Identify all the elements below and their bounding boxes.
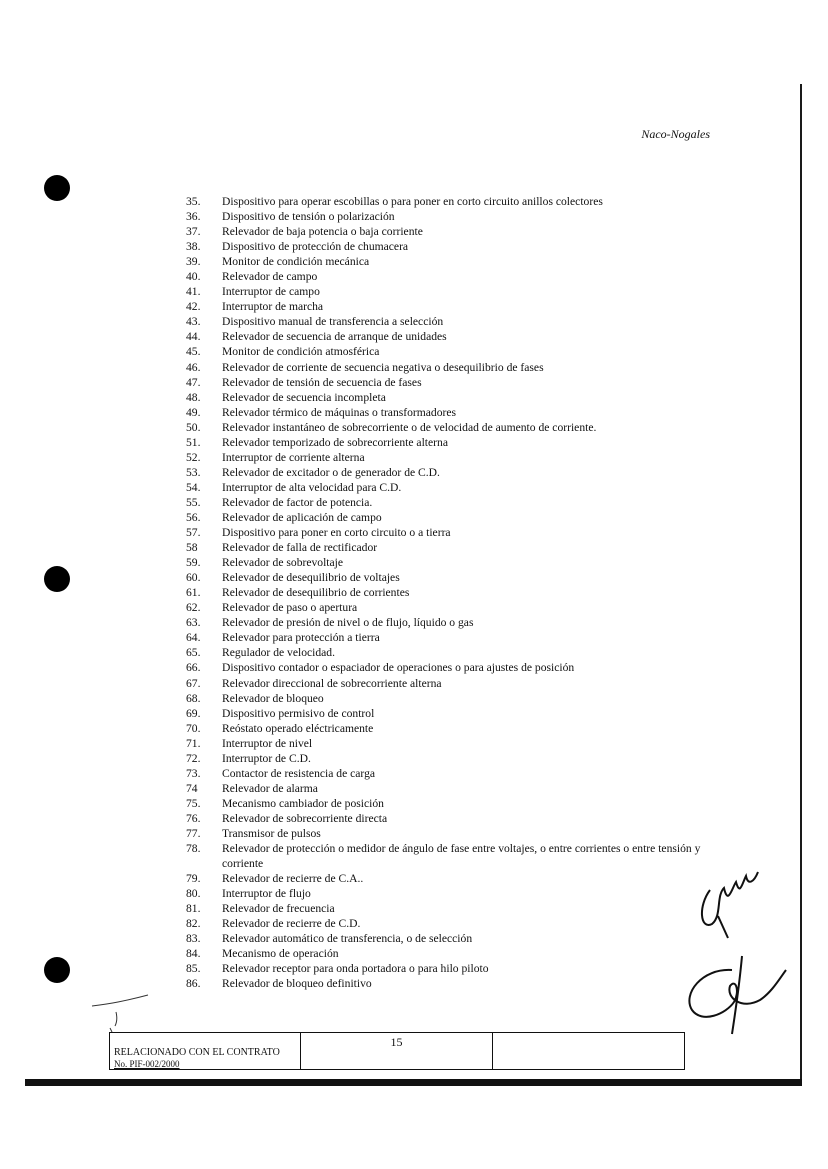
item-number: 69. — [186, 706, 201, 720]
item-text: Dispositivo permisivo de control — [222, 706, 375, 720]
item-number: 78. — [186, 842, 201, 856]
item-text: Monitor de condición atmosférica — [222, 345, 380, 359]
list-item — [186, 615, 726, 630]
page-number-cell — [301, 1033, 493, 1069]
item-number: 83. — [186, 932, 201, 946]
list-item — [186, 525, 726, 540]
item-text: Relevador de sobrevoltaje — [222, 556, 344, 570]
item-number: 51. — [186, 435, 201, 449]
item-text: Relevador de frecuencia — [222, 902, 335, 916]
list-item — [186, 314, 726, 329]
item-number: 60. — [186, 571, 201, 585]
item-number: 75. — [186, 796, 201, 810]
item-number: 48. — [186, 390, 201, 404]
list-item — [186, 390, 726, 405]
item-number: 52. — [186, 450, 201, 464]
item-text: Relevador de desequilibrio de corrientes — [222, 586, 410, 600]
item-text: Relevador de tensión de secuencia de fases — [222, 375, 422, 389]
item-text: Relevador de alarma — [222, 781, 318, 795]
item-text: Relevador de factor de potencia. — [222, 495, 373, 509]
list-item — [186, 329, 726, 344]
item-text: Relevador de baja potencia o baja corriente — [222, 225, 423, 239]
item-number: 55. — [186, 495, 201, 509]
item-number: 68. — [186, 691, 201, 705]
item-number: 84. — [186, 947, 201, 961]
item-text: Monitor de condición mecánica — [222, 255, 370, 269]
item-text: Dispositivo de tensión o polarización — [222, 210, 395, 224]
list-item — [186, 510, 726, 525]
list-item — [186, 630, 726, 645]
item-number: 40. — [186, 270, 201, 284]
list-item — [186, 916, 726, 931]
item-text: Mecanismo de operación — [222, 947, 339, 961]
item-number: 49. — [186, 405, 201, 419]
item-number: 86. — [186, 977, 201, 991]
item-text: Relevador de falla de rectificador — [222, 541, 378, 555]
item-number: 43. — [186, 315, 201, 329]
item-number: 64. — [186, 631, 201, 645]
item-number: 85. — [186, 962, 201, 976]
item-number: 59. — [186, 556, 201, 570]
list-item — [186, 420, 726, 435]
list-item — [186, 570, 726, 585]
item-number: 73. — [186, 766, 201, 780]
list-item — [186, 961, 726, 976]
list-item — [186, 736, 726, 751]
list-item — [186, 976, 726, 991]
punch-hole — [44, 175, 70, 201]
item-text: Dispositivo contador o espaciador de operaciones o para ajustes de posición — [222, 661, 575, 675]
item-text: Relevador de paso o apertura — [222, 601, 358, 615]
bottom-bar — [25, 1079, 802, 1086]
item-number: 81. — [186, 902, 201, 916]
item-number: 67. — [186, 676, 201, 690]
list-item — [186, 224, 726, 239]
item-text: Relevador receptor para onda portadora o para hilo piloto — [222, 962, 489, 976]
list-item — [186, 826, 726, 841]
item-number: 38. — [186, 240, 201, 254]
header-project-name: Naco-Nogales — [641, 127, 710, 141]
item-number: 37. — [186, 225, 201, 239]
list-item — [186, 931, 726, 946]
item-number: 76. — [186, 811, 201, 825]
item-number: 70. — [186, 721, 201, 735]
item-number: 46. — [186, 360, 201, 374]
item-text: Regulador de velocidad. — [222, 646, 335, 660]
item-text: Interruptor de flujo — [222, 887, 311, 901]
item-number: 58 — [186, 541, 198, 555]
item-text: Relevador de secuencia de arranque de unidades — [222, 330, 447, 344]
item-text: Interruptor de marcha — [222, 300, 324, 314]
item-number: 41. — [186, 285, 201, 299]
item-number: 71. — [186, 736, 201, 750]
item-text: Dispositivo para poner en corto circuito o a tierra — [222, 526, 451, 540]
item-text: Reóstato operado eléctricamente — [222, 721, 374, 735]
item-number: 62. — [186, 601, 201, 615]
list-item — [186, 901, 726, 916]
item-number: 36. — [186, 210, 201, 224]
list-item — [186, 676, 726, 691]
list-item — [186, 284, 726, 299]
item-text: Relevador de sobrecorriente directa — [222, 811, 388, 825]
item-number: 42. — [186, 300, 201, 314]
item-text: Relevador de excitador o de generador de C.D. — [222, 465, 440, 479]
punch-hole — [44, 957, 70, 983]
item-text: Dispositivo para operar escobillas o para poner en corto circuito anillos colectores — [222, 195, 603, 208]
item-text: Relevador de recierre de C.A.. — [222, 872, 364, 886]
item-number: 45. — [186, 345, 201, 359]
list-item — [186, 871, 726, 886]
list-item — [186, 691, 726, 706]
item-text: Relevador direccional de sobrecorriente alterna — [222, 676, 442, 690]
list-item — [186, 555, 726, 570]
item-number: 61. — [186, 586, 201, 600]
page-number: 15 — [390, 1035, 403, 1049]
item-text: Dispositivo manual de transferencia a selección — [222, 315, 444, 329]
list-item — [186, 766, 726, 781]
list-item — [186, 946, 726, 961]
item-number: 82. — [186, 917, 201, 931]
list-item — [186, 450, 726, 465]
list-item — [186, 239, 726, 254]
item-number: 79. — [186, 872, 201, 886]
item-text: Dispositivo de protección de chumacera — [222, 240, 409, 254]
item-text: Relevador temporizado de sobrecorriente alterna — [222, 435, 448, 449]
item-number: 74 — [186, 781, 198, 795]
item-number: 35. — [186, 195, 201, 208]
item-number: 50. — [186, 420, 201, 434]
item-number: 66. — [186, 661, 201, 675]
item-text: Interruptor de alta velocidad para C.D. — [222, 480, 402, 494]
item-text: Relevador de protección o medidor de ángulo de fase entre voltajes, o entre corrientes o entre tensión y corriente — [222, 842, 701, 871]
list-item — [186, 254, 726, 269]
item-text: Relevador de corriente de secuencia negativa o desequilibrio de fases — [222, 360, 544, 374]
item-number: 47. — [186, 375, 201, 389]
item-number: 63. — [186, 616, 201, 630]
list-item — [186, 299, 726, 314]
list-item — [186, 209, 726, 224]
item-text: Interruptor de C.D. — [222, 751, 311, 765]
list-item — [186, 269, 726, 284]
signature-initials — [688, 866, 778, 946]
item-number: 65. — [186, 646, 201, 660]
item-text: Interruptor de nivel — [222, 736, 313, 750]
list-item — [186, 585, 726, 600]
list-item — [186, 660, 726, 675]
contract-number: No. PIF-002/2000 — [114, 1059, 180, 1069]
item-number: 56. — [186, 510, 201, 524]
list-item — [186, 751, 726, 766]
item-text: Interruptor de corriente alterna — [222, 450, 365, 464]
right-margin-rule — [800, 84, 802, 1079]
item-number: 39. — [186, 255, 201, 269]
list-item — [186, 721, 726, 736]
list-item — [186, 781, 726, 796]
item-text: Relevador para protección a tierra — [222, 631, 380, 645]
list-item — [186, 360, 726, 375]
item-text: Relevador automático de transferencia, o de selección — [222, 932, 473, 946]
item-number: 57. — [186, 526, 201, 540]
item-text: Relevador de bloqueo — [222, 691, 324, 705]
list-item — [186, 811, 726, 826]
signature — [682, 948, 792, 1043]
list-item — [186, 465, 726, 480]
item-text: Transmisor de pulsos — [222, 826, 321, 840]
list-item — [186, 480, 726, 495]
item-text: Interruptor de campo — [222, 285, 320, 299]
list-item — [186, 495, 726, 510]
item-number: 72. — [186, 751, 201, 765]
contract-cell — [110, 1033, 301, 1069]
item-text: Contactor de resistencia de carga — [222, 766, 376, 780]
list-item — [186, 405, 726, 420]
item-number: 53. — [186, 465, 201, 479]
device-list — [186, 194, 726, 991]
empty-footer-cell — [493, 1033, 684, 1069]
item-text: Relevador térmico de máquinas o transformadores — [222, 405, 457, 419]
list-item — [186, 194, 726, 209]
list-item — [186, 886, 726, 901]
contract-label: RELACIONADO CON EL CONTRATO — [114, 1047, 280, 1058]
list-item — [186, 540, 726, 555]
item-text: Relevador de secuencia incompleta — [222, 390, 386, 404]
footer-table — [109, 1032, 685, 1070]
item-text: Relevador instantáneo de sobrecorriente o de velocidad de aumento de corriente. — [222, 420, 597, 434]
handwritten-mark — [88, 992, 158, 1032]
item-text: Relevador de aplicación de campo — [222, 510, 382, 524]
list-item — [186, 841, 726, 871]
list-item — [186, 375, 726, 390]
list-item — [186, 645, 726, 660]
list-item — [186, 435, 726, 450]
item-text: Mecanismo cambiador de posición — [222, 796, 384, 810]
list-item — [186, 344, 726, 359]
item-number: 80. — [186, 887, 201, 901]
item-text: Relevador de campo — [222, 270, 318, 284]
item-text: Relevador de presión de nivel o de flujo, líquido o gas — [222, 616, 474, 630]
item-text: Relevador de recierre de C.D. — [222, 917, 361, 931]
item-text: Relevador de bloqueo definitivo — [222, 977, 372, 991]
list-item — [186, 796, 726, 811]
list-item — [186, 600, 726, 615]
item-number: 54. — [186, 480, 201, 494]
item-number: 77. — [186, 826, 201, 840]
item-text: Relevador de desequilibrio de voltajes — [222, 571, 400, 585]
item-number: 44. — [186, 330, 201, 344]
punch-hole — [44, 566, 70, 592]
list-item — [186, 706, 726, 721]
